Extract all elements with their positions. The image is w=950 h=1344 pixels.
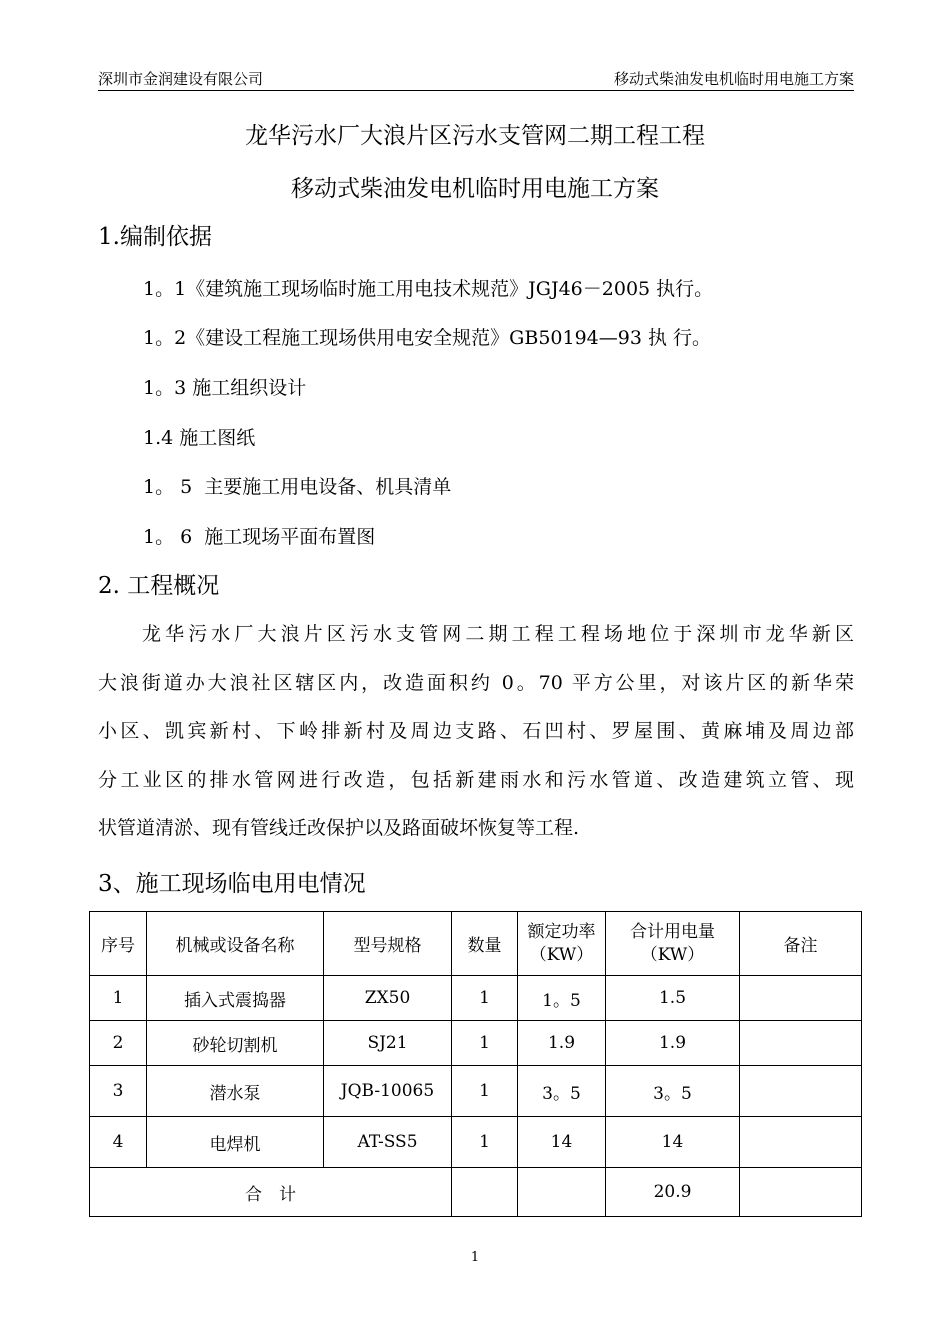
cell-qty: 1 [452, 976, 518, 1021]
cell-total: 14 [606, 1117, 740, 1168]
sum-power-cell [518, 1168, 606, 1217]
cell-model: ZX50 [324, 976, 452, 1021]
cell-name: 电焊机 [147, 1117, 324, 1168]
cell-power: 3。5 [518, 1066, 606, 1117]
basis-item: 1。 6 施工现场平面布置图 [143, 526, 376, 548]
cell-qty: 1 [452, 1021, 518, 1066]
basis-item: 1。 5 主要施工用电设备、机具清单 [143, 476, 452, 498]
basis-item: 1。3 施工组织设计 [143, 377, 307, 399]
document-title-line2: 移动式柴油发电机临时用电施工方案 [291, 176, 659, 202]
cell-note [740, 1117, 862, 1168]
header-total [606, 912, 740, 976]
cell-power: 1。5 [518, 976, 606, 1021]
table-row [90, 1066, 862, 1117]
cell-name: 插入式震捣器 [147, 976, 324, 1021]
cell-no: 4 [90, 1117, 147, 1168]
cell-model: AT-SS5 [324, 1117, 452, 1168]
cell-total: 1.5 [606, 976, 740, 1021]
header-power-unit: （KW） [529, 944, 594, 965]
cell-no: 3 [90, 1066, 147, 1117]
header-total-unit: （KW） [640, 944, 705, 965]
header-note: 备注 [740, 912, 862, 976]
header-doc-title: 移动式柴油发电机临时用电施工方案 [613, 70, 854, 88]
cell-total: 1.9 [606, 1021, 740, 1066]
cell-no: 1 [90, 976, 147, 1021]
table-row [90, 1117, 862, 1168]
cell-power: 14 [518, 1117, 606, 1168]
cell-total: 3。5 [606, 1066, 740, 1117]
cell-power: 1.9 [518, 1021, 606, 1066]
basis-item: 1。2《建设工程施工现场供用电安全规范》GB50194—93 执 行。 [143, 327, 712, 349]
header-power-label: 额定功率 [527, 921, 596, 942]
header-name: 机械或设备名称 [147, 912, 324, 976]
cell-name: 砂轮切割机 [147, 1021, 324, 1066]
header-power [518, 912, 606, 976]
table-row [90, 1021, 862, 1066]
paragraph-line: 大浪街道办大浪社区辖区内，改造面积约 0。70 平方公里，对该片区的新华荣 [98, 671, 854, 694]
paragraph-line: 状管道清淤、现有管线迁改保护以及路面破坏恢复等工程. [98, 817, 580, 839]
paragraph-line: 分工业区的排水管网进行改造，包括新建雨水和污水管道、改造建筑立管、现 [98, 768, 854, 791]
cell-model: SJ21 [324, 1021, 452, 1066]
cell-note [740, 976, 862, 1021]
paragraph-line: 龙华污水厂大浪片区污水支管网二期工程工程场地位于深圳市龙华新区 [142, 623, 854, 645]
cell-qty: 1 [452, 1066, 518, 1117]
basis-item: 1.4 施工图纸 [143, 427, 256, 449]
basis-item: 1。1《建筑施工现场临时施工用电技术规范》JGJ46－2005 执行。 [143, 278, 714, 300]
table-row [90, 976, 862, 1021]
page-header [98, 66, 854, 91]
header-model: 型号规格 [324, 912, 452, 976]
section1-heading: 1.编制依据 [98, 224, 212, 250]
section2-heading: 2. 工程概况 [98, 573, 220, 599]
header-no: 序号 [90, 912, 147, 976]
header-company: 深圳市金润建设有限公司 [98, 70, 264, 88]
page-number: 1 [470, 1250, 480, 1265]
paragraph-line: 小区、凯宾新村、下岭排新村及周边支路、石凹村、罗屋围、黄麻埔及周边部 [98, 720, 854, 742]
project-overview-paragraph [98, 610, 854, 853]
table-header-row [90, 912, 862, 976]
cell-note [740, 1021, 862, 1066]
table-sum-row [90, 1168, 862, 1217]
sum-label: 合 计 [90, 1168, 452, 1217]
cell-qty: 1 [452, 1117, 518, 1168]
cell-note [740, 1066, 862, 1117]
cell-name: 潜水泵 [147, 1066, 324, 1117]
cell-no: 2 [90, 1021, 147, 1066]
sum-qty-cell [452, 1168, 518, 1217]
section3-heading: 3、施工现场临电用电情况 [98, 871, 366, 897]
header-qty: 数量 [452, 912, 518, 976]
equipment-table [89, 911, 862, 1217]
document-title-line1: 龙华污水厂大浪片区污水支管网二期工程工程 [245, 123, 705, 149]
sum-note-cell [740, 1168, 862, 1217]
sum-total: 20.9 [606, 1168, 740, 1217]
header-total-label: 合计用电量 [630, 921, 715, 942]
cell-model: JQB-10065 [324, 1066, 452, 1117]
